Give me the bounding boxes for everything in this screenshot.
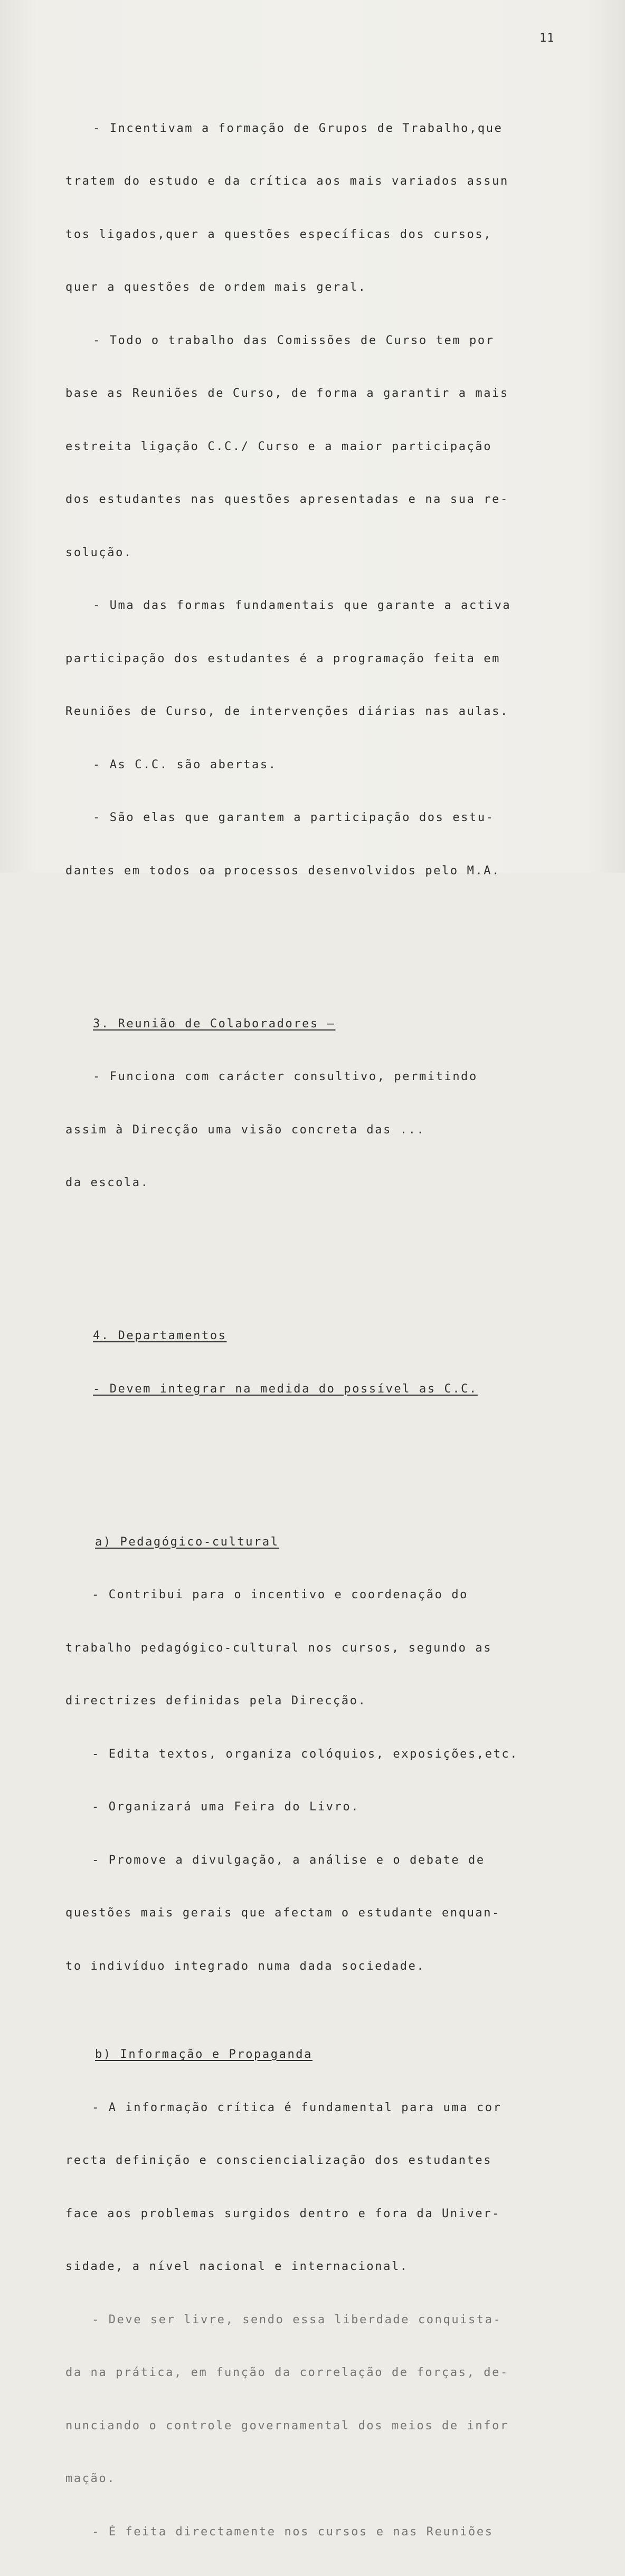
paragraph-line: tratem do estudo e da crítica aos mais variados assun (65, 175, 509, 188)
paragraph-line: - Todo o trabalho das Comissões de Curso tem por (93, 333, 495, 347)
paragraph-line: mação. (65, 2472, 116, 2485)
document-body (65, 66, 572, 2576)
section-heading-departamentos: 4. Departamentos (93, 1329, 227, 1342)
paragraph-line: directrizes definidas pela Direcção. (65, 1694, 367, 1707)
paragraph-line: - Funciona com carácter consultivo, permitindo (93, 1070, 478, 1083)
paragraph-line: quer a questões de ordem mais geral. (65, 281, 367, 294)
paragraph-line: - É feita directamente nos cursos e nas Reuniões (92, 2525, 494, 2539)
paragraph-line: - Organizará uma Feira do Livro. (92, 1800, 360, 1814)
section-heading-colaboradores: 3. Reunião de Colaboradores — (93, 1017, 336, 1031)
paragraph-line: sidade, a nível nacional e internacional. (65, 2260, 409, 2273)
paragraph-line: participação dos estudantes é a programação feita em (65, 652, 500, 665)
paragraph-line: - Contribui para o incentivo e coordenação do (92, 1588, 469, 1601)
paragraph-line: solução. (65, 546, 132, 559)
subsection-heading-pedagogico: a) Pedagógico-cultural (95, 1535, 279, 1549)
paragraph-line: dantes em todos oa processos desenvolvidos pelo M.A. (65, 864, 500, 877)
paragraph-line: nunciando o controle governamental dos meios de infor (65, 2419, 509, 2432)
subsection-heading-informacao: b) Informação e Propaganda (95, 2048, 312, 2061)
paragraph-line: Reuniões de Curso, de intervenções diárias nas aulas. (65, 705, 509, 718)
paragraph-line: dos estudantes nas questões apresentadas e na sua re- (65, 493, 509, 506)
paragraph-line: da na prática, em função da correlação de forças, de- (65, 2366, 509, 2379)
paragraph-line: recta definição e consciencialização dos estudantes (65, 2154, 493, 2167)
paragraph-line: tos ligados,quer a questões específicas dos cursos, (65, 227, 493, 241)
paragraph-line: estreita ligação C.C./ Curso e a maior participação (65, 440, 493, 453)
paragraph-line: - As C.C. são abertas. (93, 758, 277, 771)
paragraph-line: - Uma das formas fundamentais que garante a activa (93, 599, 512, 612)
paragraph-line: face aos problemas surgidos dentro e fora da Univer- (65, 2207, 500, 2220)
paragraph-line: - Edita textos, organiza colóquios, exposições,etc. (92, 1747, 519, 1761)
paragraph-line: - Deve ser livre, sendo essa liberdade conquista- (92, 2313, 502, 2326)
paragraph-line: trabalho pedagógico-cultural nos cursos, segundo as (65, 1641, 493, 1655)
paragraph-line: questões mais gerais que afectam o estudante enquan- (65, 1906, 500, 1920)
paragraph-line: - Devem integrar na medida do possível as C.C. (93, 1382, 478, 1396)
paragraph-line: - Promove a divulgação, a análise e o debate de (92, 1853, 485, 1867)
paragraph-line: - São elas que garantem a participação dos estu- (93, 811, 495, 824)
page-number: 11 (539, 32, 555, 45)
paragraph-line: assim à Direcção uma visão concreta das ... (65, 1123, 425, 1137)
paragraph-line: - Incentivam a formação de Grupos de Trabalho,que (93, 121, 503, 135)
paragraph-line: to indivíduo integrado numa dada sociedade. (65, 1959, 425, 1973)
paragraph-line: - A informação crítica é fundamental para uma cor (92, 2101, 502, 2114)
paragraph-line: da escola. (65, 1176, 149, 1189)
paragraph-line: base as Reuniões de Curso, de forma a garantir a mais (65, 387, 509, 400)
